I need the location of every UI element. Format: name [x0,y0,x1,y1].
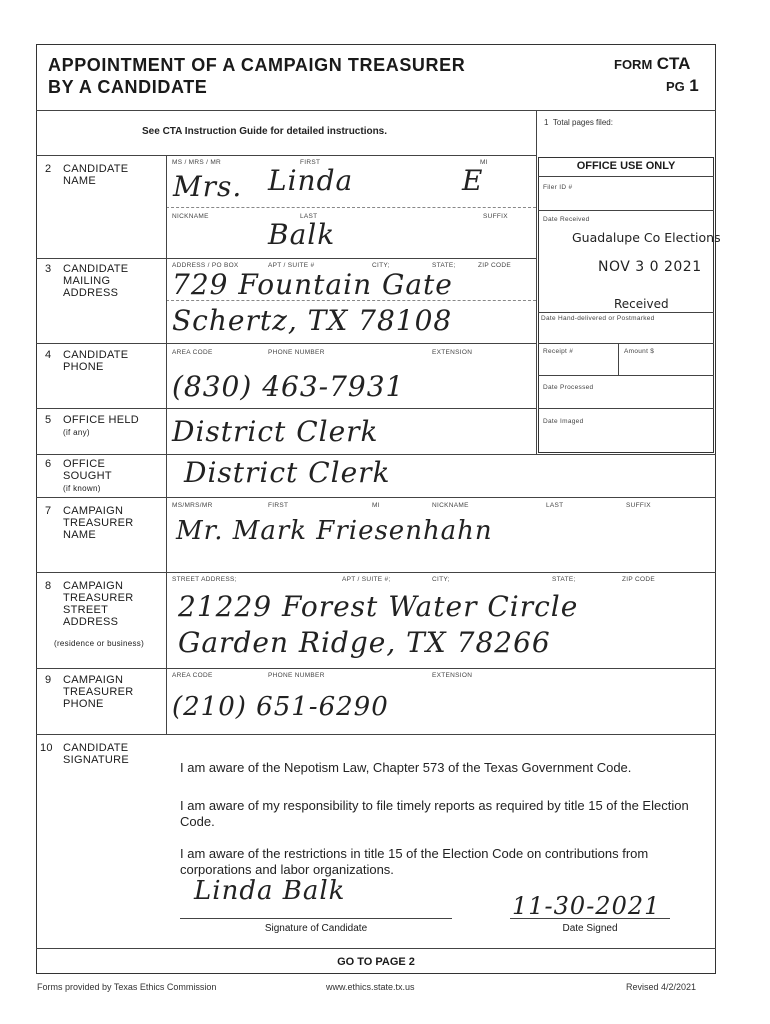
filer-id-label: Filer ID # [543,184,573,191]
form-code-value: CTA [656,54,691,73]
header-extension: EXTENSION [432,672,473,679]
signature-line [180,918,452,919]
office-held-sub: (if any) [63,428,90,437]
header-state: STATE; [552,576,576,583]
header-title: MS / MRS / MR [172,159,222,166]
treasurer-address-label [63,580,163,628]
header-title: MS/MRS/MR [172,502,213,509]
total-pages-text: Total pages filed: [552,118,613,127]
divider [36,110,716,111]
header-last: LAST [546,502,564,509]
office-sought-value: District Clerk [184,456,391,489]
divider [538,408,714,409]
header-mi: MI [372,502,380,509]
office-held-value: District Clerk [172,415,379,448]
treasurer-phone-label: CAMPAIGN TREASURER PHONE [63,674,134,710]
divider [36,155,536,156]
form-label: FORM [614,57,653,72]
candidate-signature-label: CANDIDATE SIGNATURE [63,742,130,766]
treasurer-name-label: CAMPAIGN TREASURER NAME [63,505,134,541]
section-number: 10 [40,742,53,754]
divider [538,210,714,211]
treasurer-address-sub: (residence or business) [54,639,145,648]
header-area-code: AREA CODE [172,672,213,679]
treasurer-address-line2: Garden Ridge, TX 78266 [178,626,551,659]
candidate-mi-value: E [462,164,484,197]
receipt-label: Receipt # [543,348,574,355]
candidate-address-line2: Schertz, TX 78108 [172,304,453,337]
section-number: 6 [45,458,52,470]
statement-nepotism: I am aware of the Nepotism Law, Chapter 573 of the Texas Government Code. [180,760,632,775]
date-received-label: Date Received [543,216,590,223]
header-phone-number: PHONE NUMBER [268,349,325,356]
header-mi: MI [480,159,488,166]
candidate-last-name-value: Balk [268,218,336,251]
office-use-title: OFFICE USE ONLY [576,160,676,172]
candidate-address-line1: 729 Fountain Gate [172,268,453,301]
office-sought-label [63,458,153,495]
office-held-text: OFFICE HELD [63,414,140,426]
header-extension: EXTENSION [432,349,473,356]
office-column-line [536,110,537,454]
stamp-received: Received [614,297,669,311]
section-number: 8 [45,580,52,592]
header-area-code: AREA CODE [172,349,213,356]
page-number: 1 [689,76,699,95]
divider [538,343,714,344]
go-to-page-2: GO TO PAGE 2 [337,956,415,968]
office-sought-sub: (if known) [63,484,101,493]
divider [618,343,619,375]
candidate-title-value: Mrs. [173,170,243,203]
treasurer-phone-value: (210) 651-6290 [172,692,389,722]
header-first: FIRST [268,502,289,509]
header-suffix: SUFFIX [626,502,651,509]
signature-caption: Signature of Candidate [264,923,368,934]
page-label: PG [666,79,685,94]
header-city: CITY; [432,576,450,583]
section-number: 4 [45,349,52,361]
footer-left: Forms provided by Texas Ethics Commission [37,982,217,992]
header-zip: ZIP CODE [478,262,511,269]
date-line [510,918,670,919]
header-street-address: STREET ADDRESS; [172,576,237,583]
divider [36,408,536,409]
instruction-text: See CTA Instruction Guide for detailed instructions. [142,126,388,137]
divider [36,454,716,455]
header-apt: APT / SUITE #; [342,576,391,583]
date-signed-value: 11-30-2021 [512,892,661,920]
divider [36,948,716,949]
office-held-label [63,414,153,439]
form-title-line2: BY A CANDIDATE [48,77,208,97]
candidate-signature-value: Linda Balk [194,876,346,906]
treasurer-name-value: Mr. Mark Friesenhahn [176,516,493,546]
dashed-line [166,207,536,208]
candidate-name-label: CANDIDATE NAME [63,163,129,187]
section-number: 7 [45,505,52,517]
divider [36,343,536,344]
footer-revised: Revised 4/2/2021 [626,982,697,992]
divider [36,497,716,498]
section-number: 5 [45,414,52,426]
divider [36,572,716,573]
label-column-line [166,155,167,734]
header-first: FIRST [300,159,321,166]
hand-delivered-label: Date Hand-delivered or Postmarked [541,315,655,322]
header-address: ADDRESS / PO BOX [172,262,239,269]
office-sought-text: OFFICE SOUGHT [63,458,112,482]
candidate-address-label: CANDIDATE MAILING ADDRESS [63,263,129,299]
date-imaged-label: Date Imaged [543,418,584,425]
candidate-first-name-value: Linda [268,164,354,197]
divider [538,176,714,177]
header-apt: APT / SUITE # [268,262,315,269]
date-processed-label: Date Processed [543,384,594,391]
total-pages-number: 1 [544,118,549,127]
divider [36,668,716,669]
header-state: STATE; [432,262,456,269]
divider [538,375,714,376]
candidate-phone-label: CANDIDATE PHONE [63,349,129,373]
divider [538,312,714,313]
candidate-phone-value: (830) 463-7931 [172,370,405,403]
divider [36,258,536,259]
footer-website: www.ethics.state.tx.us [326,982,415,992]
header-suffix: SUFFIX [483,213,508,220]
header-nickname: NICKNAME [432,502,469,509]
header-nickname: NICKNAME [172,213,209,220]
treasurer-address-line1: 21229 Forest Water Circle [178,590,579,623]
amount-label: Amount $ [624,348,655,355]
section-number: 3 [45,263,52,275]
stamp-date: NOV 3 0 2021 [598,259,702,275]
statement-restrictions: I am aware of the restrictions in title 15 of the Election Code on contributions from corporations and labor organizations. [180,846,649,877]
header-last: LAST [300,213,318,220]
stamp-office: Guadalupe Co Elections [572,230,721,245]
header-phone-number: PHONE NUMBER [268,672,325,679]
total-pages-label [544,118,613,127]
section-number: 2 [45,163,52,175]
statement-reports: I am aware of my responsibility to file timely reports as required by title 15 of the Election Code. [180,798,689,829]
header-city: CITY; [372,262,390,269]
section-number: 9 [45,674,52,686]
date-signed-caption: Date Signed [562,923,618,934]
treasurer-address-text: CAMPAIGN TREASURER STREET ADDRESS [63,580,134,628]
header-zip: ZIP CODE [622,576,655,583]
form-title-line1: APPOINTMENT OF A CAMPAIGN TREASURER [48,55,466,75]
divider [36,734,716,735]
